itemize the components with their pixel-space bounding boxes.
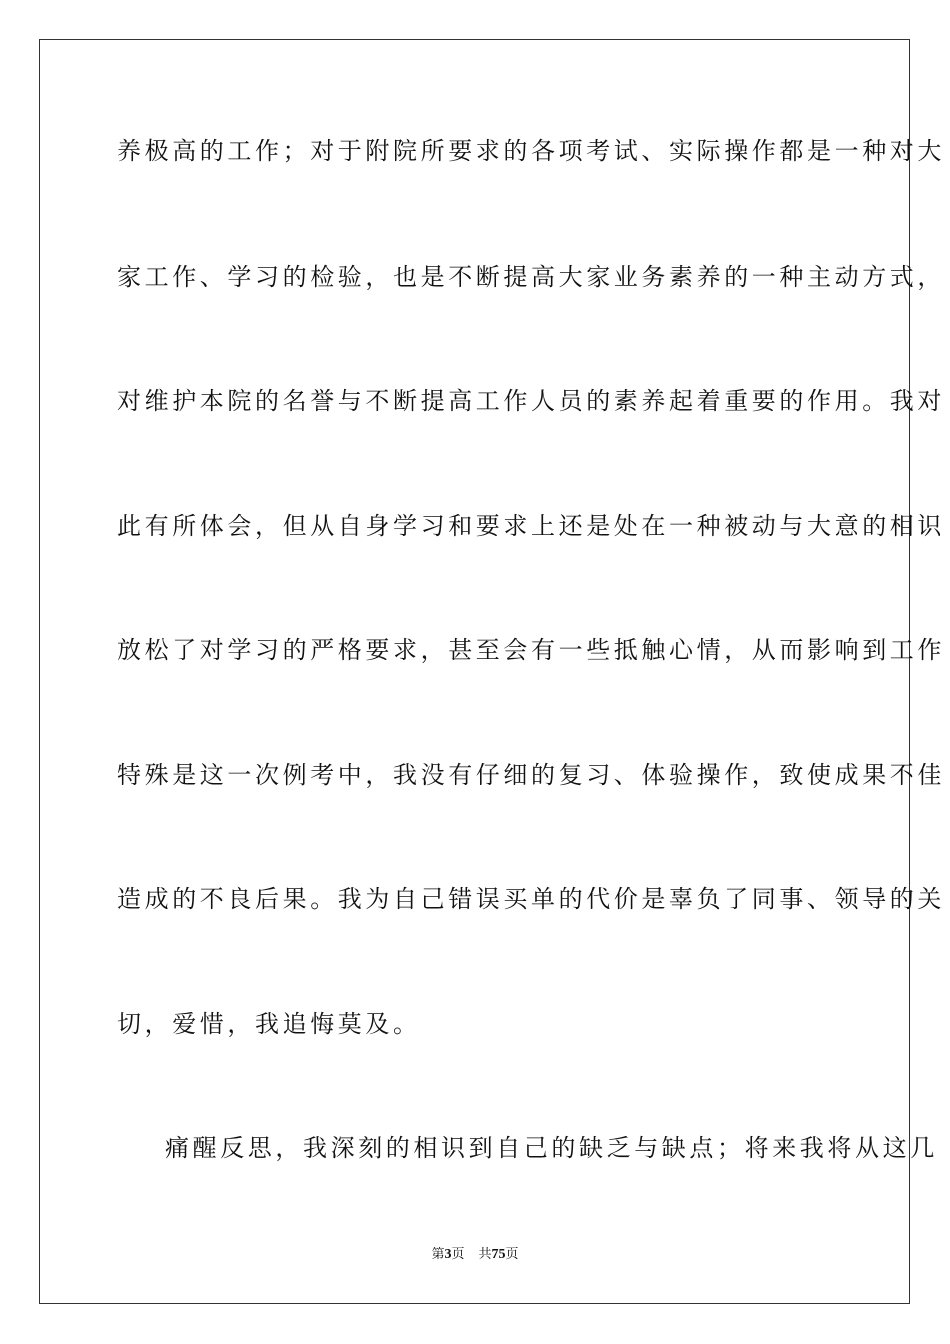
body-text-line: 对维护本院的名誉与不断提高工作人员的素养起着重要的作用。我对: [117, 387, 945, 415]
body-text-line: 此有所体会，但从自身学习和要求上还是处在一种被动与大意的相识: [117, 512, 945, 540]
body-text-line: 切，爱惜，我追悔莫及。: [117, 1010, 421, 1038]
paragraph-first-line: 痛醒反思，我深刻的相识到自己的缺乏与缺点；将来我将从这几: [165, 1134, 938, 1162]
body-text-line: 造成的不良后果。我为自己错误买单的代价是辜负了同事、领导的关: [117, 885, 945, 913]
body-text-line: 放松了对学习的严格要求，甚至会有一些抵触心情，从而影响到工作: [117, 636, 945, 664]
body-text-line: 特殊是这一次例考中，我没有仔细的复习、体验操作，致使成果不佳: [117, 761, 945, 789]
page-border: [39, 39, 945, 1304]
page-prefix: 第: [431, 1247, 445, 1262]
total-pages: 75: [491, 1247, 506, 1262]
total-prefix: 共: [478, 1247, 492, 1262]
page-number: 3: [444, 1247, 452, 1262]
total-suffix: 页: [505, 1247, 519, 1262]
page-footer: [0, 1246, 950, 1264]
body-text-line: 养极高的工作；对于附院所要求的各项考试、实际操作都是一种对大: [117, 137, 945, 165]
page-suffix: 页: [451, 1247, 465, 1262]
body-text-line: 家工作、学习的检验，也是不断提高大家业务素养的一种主动方式，: [117, 263, 945, 291]
